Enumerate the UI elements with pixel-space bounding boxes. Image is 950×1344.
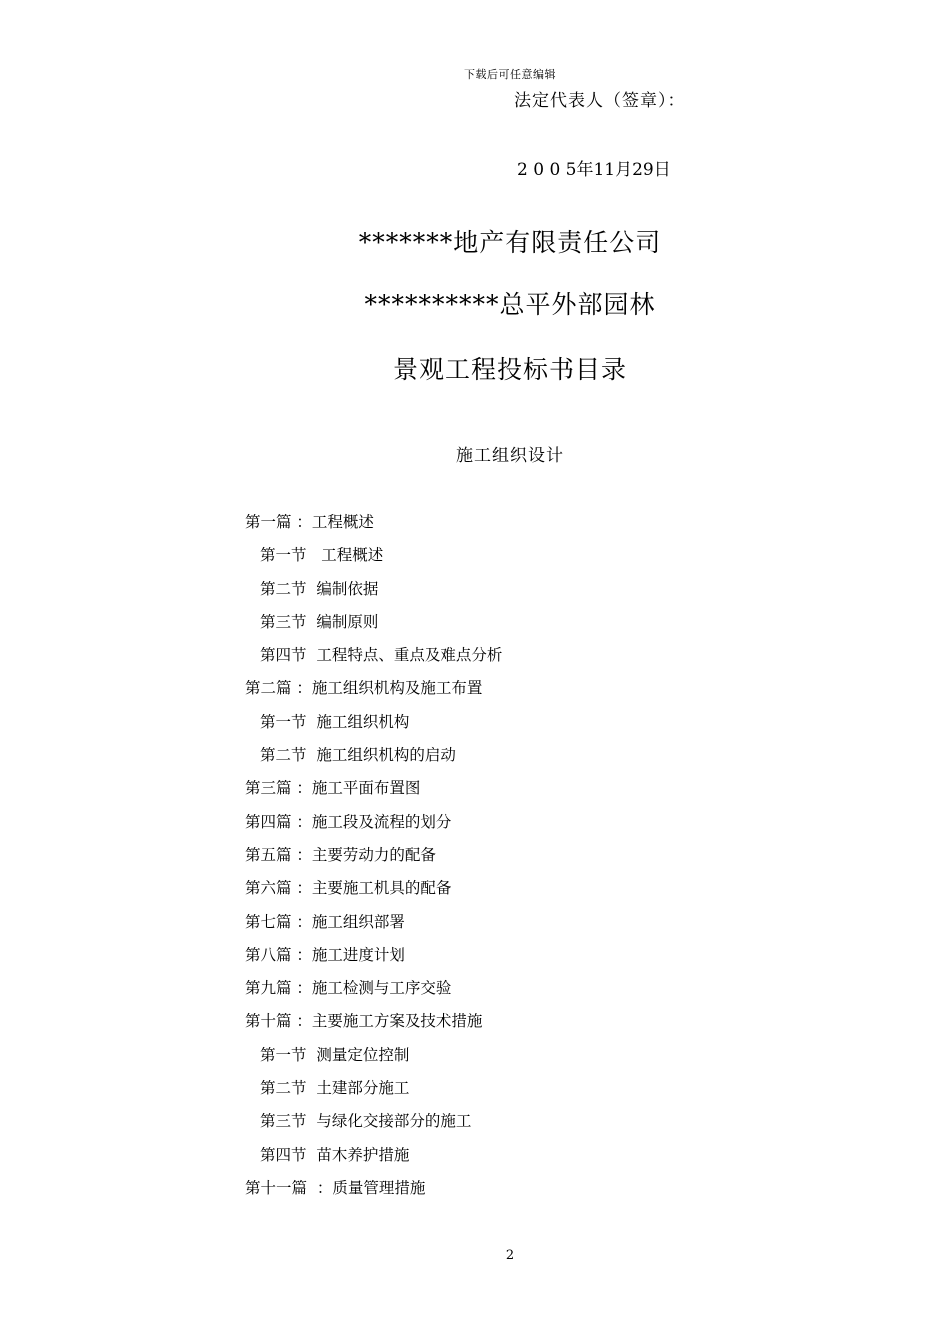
table-of-contents <box>245 511 502 1210</box>
toc-part-entry: 第九篇 ：施工检测与工序交验 <box>245 979 452 998</box>
toc-section-entry: 第一节 工程概述 <box>260 546 384 565</box>
toc-section-entry: 第四节 苗木养护措施 <box>260 1145 410 1164</box>
toc-part-entry: 第十一篇 ：质量管理措施 <box>245 1178 426 1197</box>
toc-part-entry: 第十篇 ：主要施工方案及技术措施 <box>245 1012 483 1031</box>
header-note: 下载后可任意编辑 <box>464 68 556 81</box>
toc-section-entry: 第一节 测量定位控制 <box>260 1045 410 1064</box>
toc-section-entry: 第三节 与绿化交接部分的施工 <box>260 1112 472 1131</box>
toc-part-entry: 第五篇 ：主要劳动力的配备 <box>245 845 436 864</box>
section-title: 施工组织设计 <box>456 446 564 466</box>
document-title: 景观工程投标书目录 <box>392 355 627 384</box>
toc-section-entry: 第二节 编制依据 <box>260 579 379 598</box>
toc-section-entry: 第三节 编制原则 <box>260 612 379 631</box>
toc-part-entry: 第六篇 ：主要施工机具的配备 <box>245 879 452 898</box>
toc-part-entry: 第三篇 ：施工平面布置图 <box>245 779 421 798</box>
project-title: **********总平外部园林 <box>364 290 656 319</box>
toc-section-entry: 第二节 施工组织机构的启动 <box>260 746 456 765</box>
document-date: 2 0 0 5年11月29日 <box>517 160 671 180</box>
toc-section-entry: 第四节 工程特点、重点及难点分析 <box>260 646 503 665</box>
page-number: 2 <box>505 1248 515 1263</box>
toc-part-entry: 第七篇 ：施工组织部署 <box>245 912 405 931</box>
toc-part-entry: 第二篇 ：施工组织机构及施工布置 <box>245 679 483 698</box>
toc-part-entry: 第一篇 ：工程概述 <box>245 513 374 531</box>
toc-section-entry: 第二节 土建部分施工 <box>260 1079 410 1098</box>
toc-section-entry: 第一节 施工组织机构 <box>260 712 410 731</box>
toc-part-entry: 第四篇 ：施工段及流程的划分 <box>245 812 452 831</box>
legal-representative-signature-line: 法定代表人（签章）： <box>514 91 686 111</box>
company-title: *******地产有限责任公司 <box>358 228 662 257</box>
toc-part-entry: 第八篇 ：施工进度计划 <box>245 945 405 964</box>
